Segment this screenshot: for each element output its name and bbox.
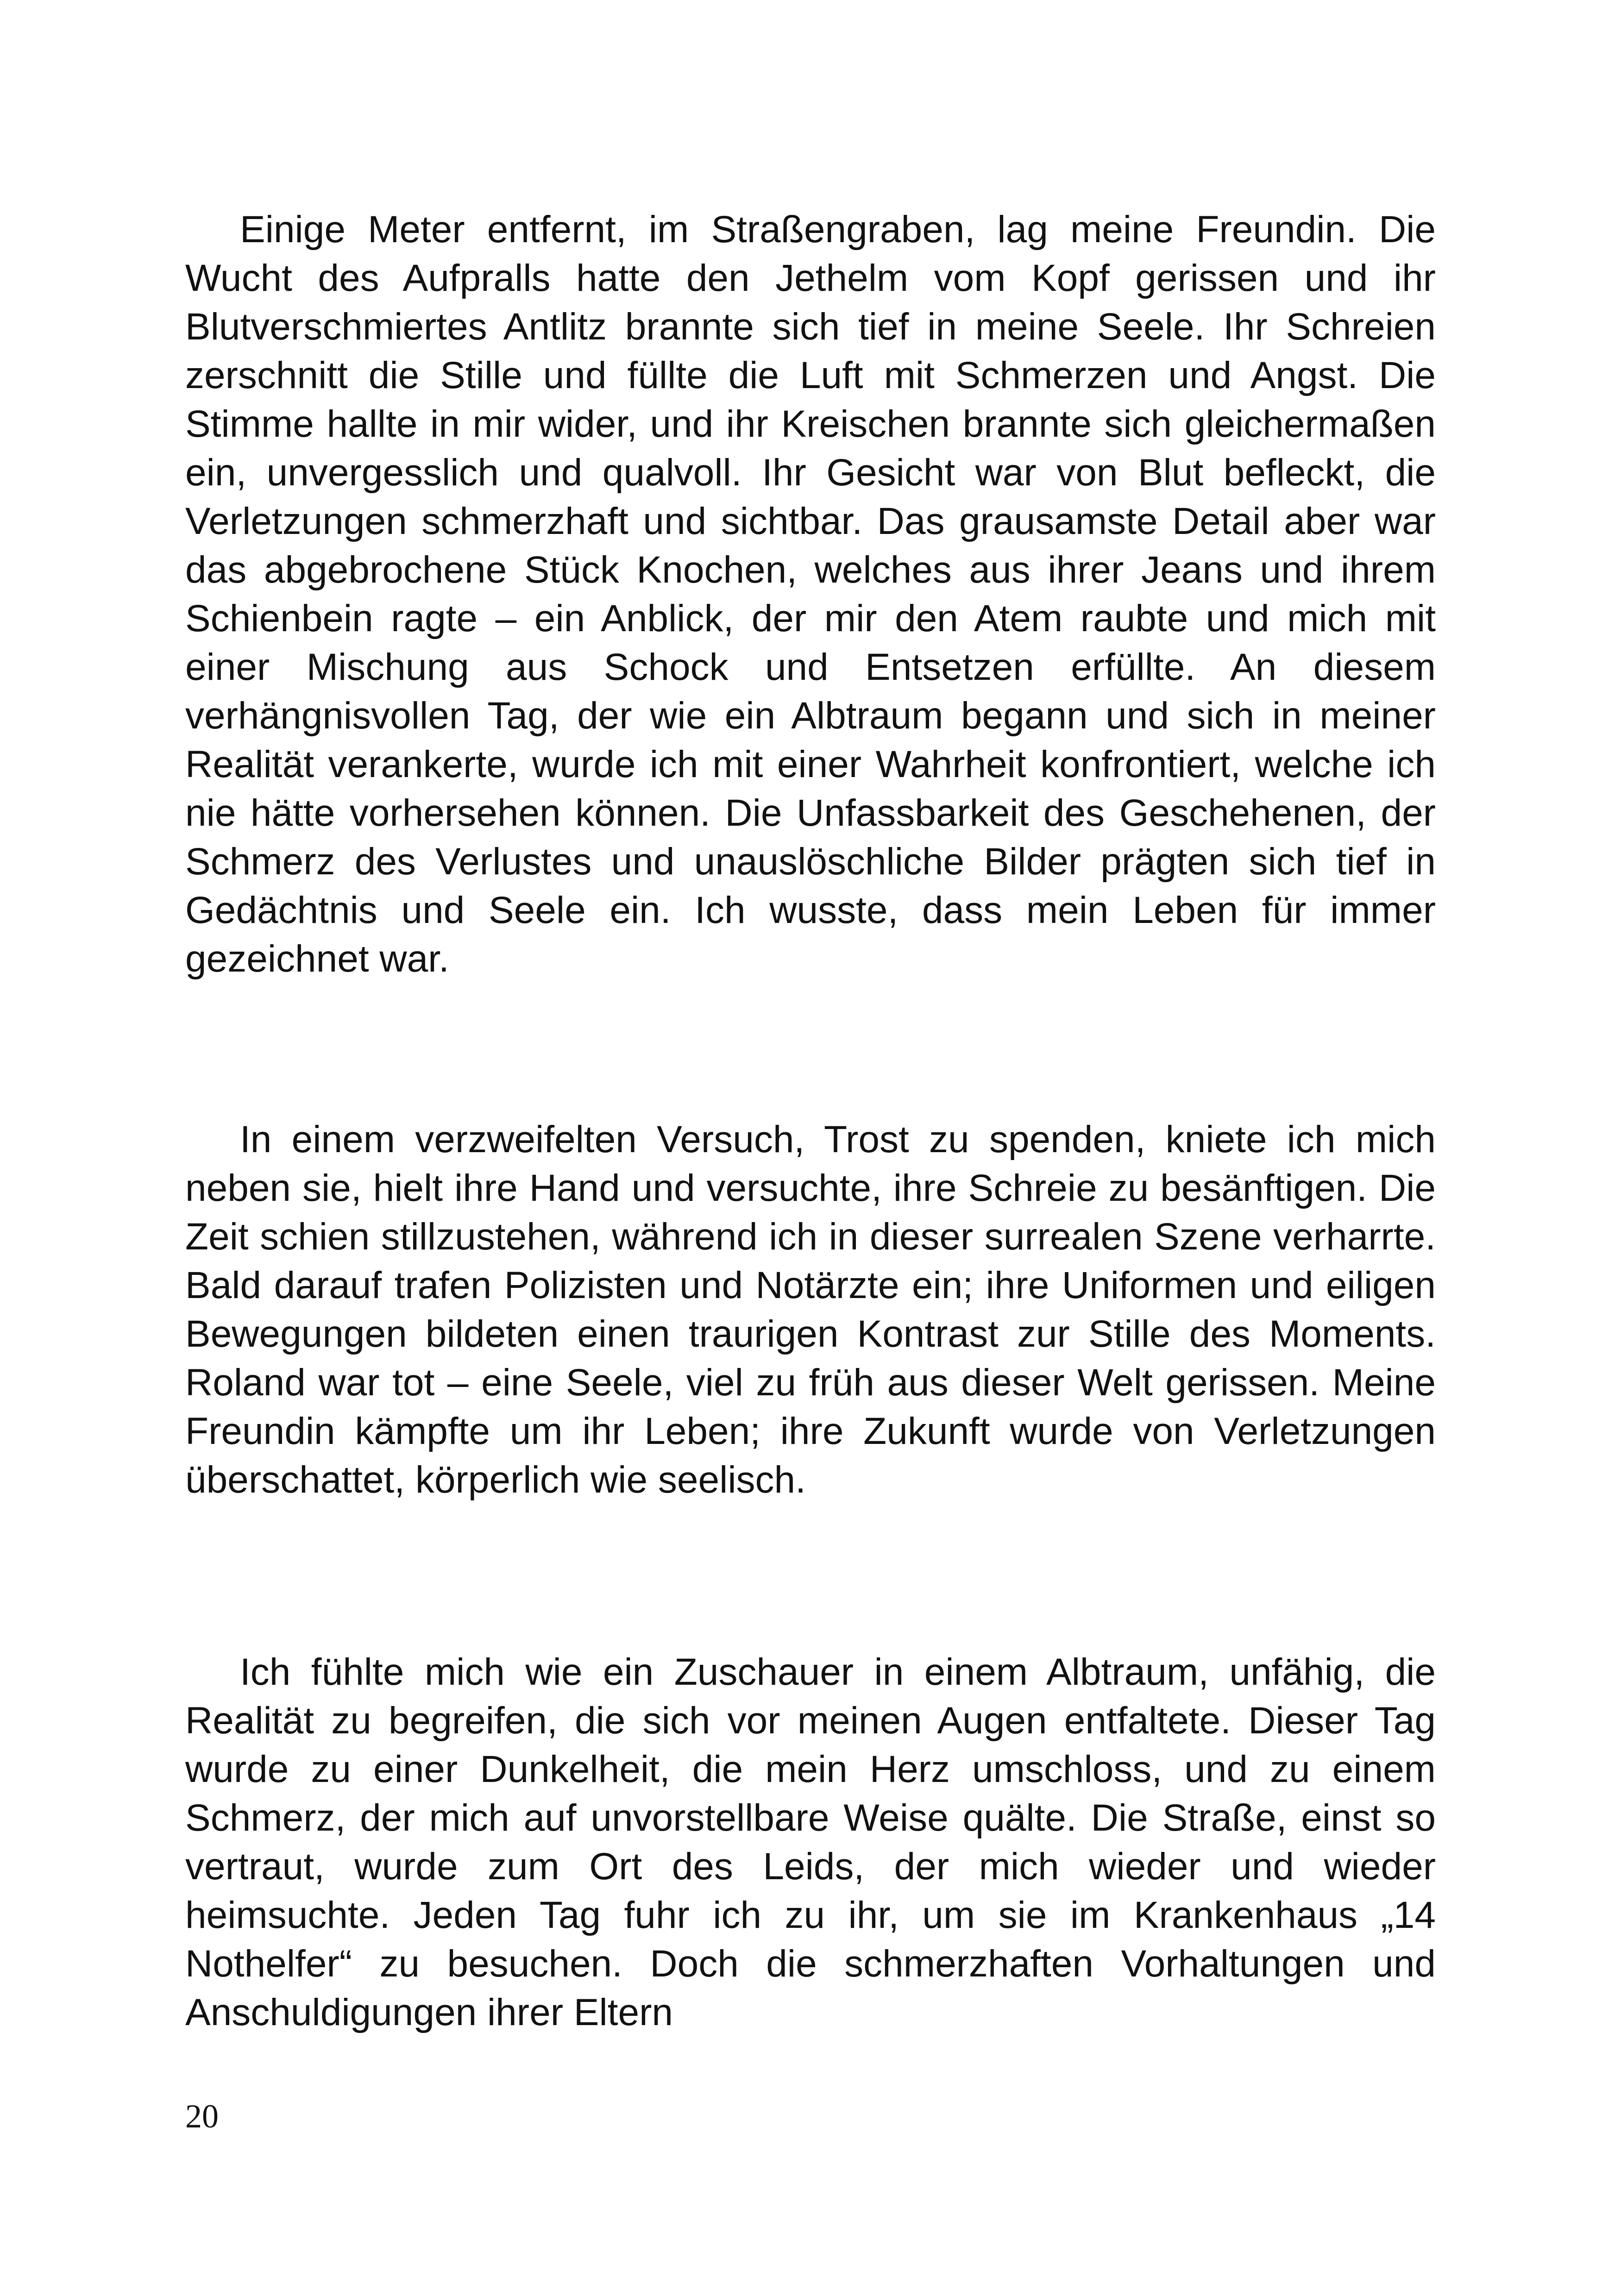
page-number: 20 [185,2098,219,2135]
paragraph-3: Ich fühlte mich wie ein Zuschauer in einem Albtraum, unfähig, die Realität zu begreifen, die sich vor meinen Augen entfaltete. Dieser Tag wurde zu einer Dunkelheit, die mein Herz umschloss, und zu einem Schmerz, der mich auf unvorstellbare Weise quälte. Die Straße, einst so vertraut, wurde zum Ort des Leids, der mich wieder und wieder heimsuchte. Jeden Tag fuhr ich zu ihr, um sie im Krankenhaus „14 Nothelfer“ zu besuchen. Doch die schmerzhaften Vorhaltungen und Anschuldigungen ihrer Eltern [185,1651,1436,2033]
paragraph-2: In einem verzweifelten Versuch, Trost zu spenden, kniete ich mich neben sie, hielt ihre Hand und versuchte, ihre Schreie zu besänftigen. Die Zeit schien stillzustehen, während ich in dieser surrealen Szene verharrte. Bald darauf trafen Polizisten und Notärzte ein; ihre Uniformen und eiligen Bewegungen bildeten einen traurigen Kontrast zur Stille des Moments. Roland war tot – eine Seele, viel zu früh aus dieser Welt gerissen. Meine Freundin kämpfte um ihr Leben; ihre Zukunft wurde von Verletzungen überschattet, körperlich wie seelisch. [185,1118,1436,1501]
paragraph-1: Einige Meter entfernt, im Straßengraben, lag meine Freundin. Die Wucht des Aufpralls hatte den Jethelm vom Kopf gerissen und ihr Blutverschmiertes Antlitz brannte sich tief in meine Seele. Ihr Schreien zerschnitt die Stille und füllte die Luft mit Schmerzen und Angst. Die Stimme hallte in mir wider, und ihr Kreischen brannte sich gleichermaßen ein, unvergesslich und qualvoll. Ihr Gesicht war von Blut befleckt, die Verletzungen schmerzhaft und sichtbar. Das grausamste Detail aber war das abgebrochene Stück Knochen, welches aus ihrer Jeans und ihrem Schienbein ragte – ein Anblick, der mir den Atem raubte und mich mit einer Mischung aus Schock und Entsetzen erfüllte. An diesem verhängnisvollen Tag, der wie ein Albtraum begann und sich in meiner Realität verankerte, wurde ich mit einer Wahrheit konfrontiert, welche ich nie hätte vorhersehen können. Die Unfassbarkeit des Geschehenen, der Schmerz des Verlustes und unauslöschliche Bilder prägten sich tief in Gedächtnis und Seele ein. Ich wusste, dass mein Leben für immer gezeichnet war. [185,208,1436,980]
